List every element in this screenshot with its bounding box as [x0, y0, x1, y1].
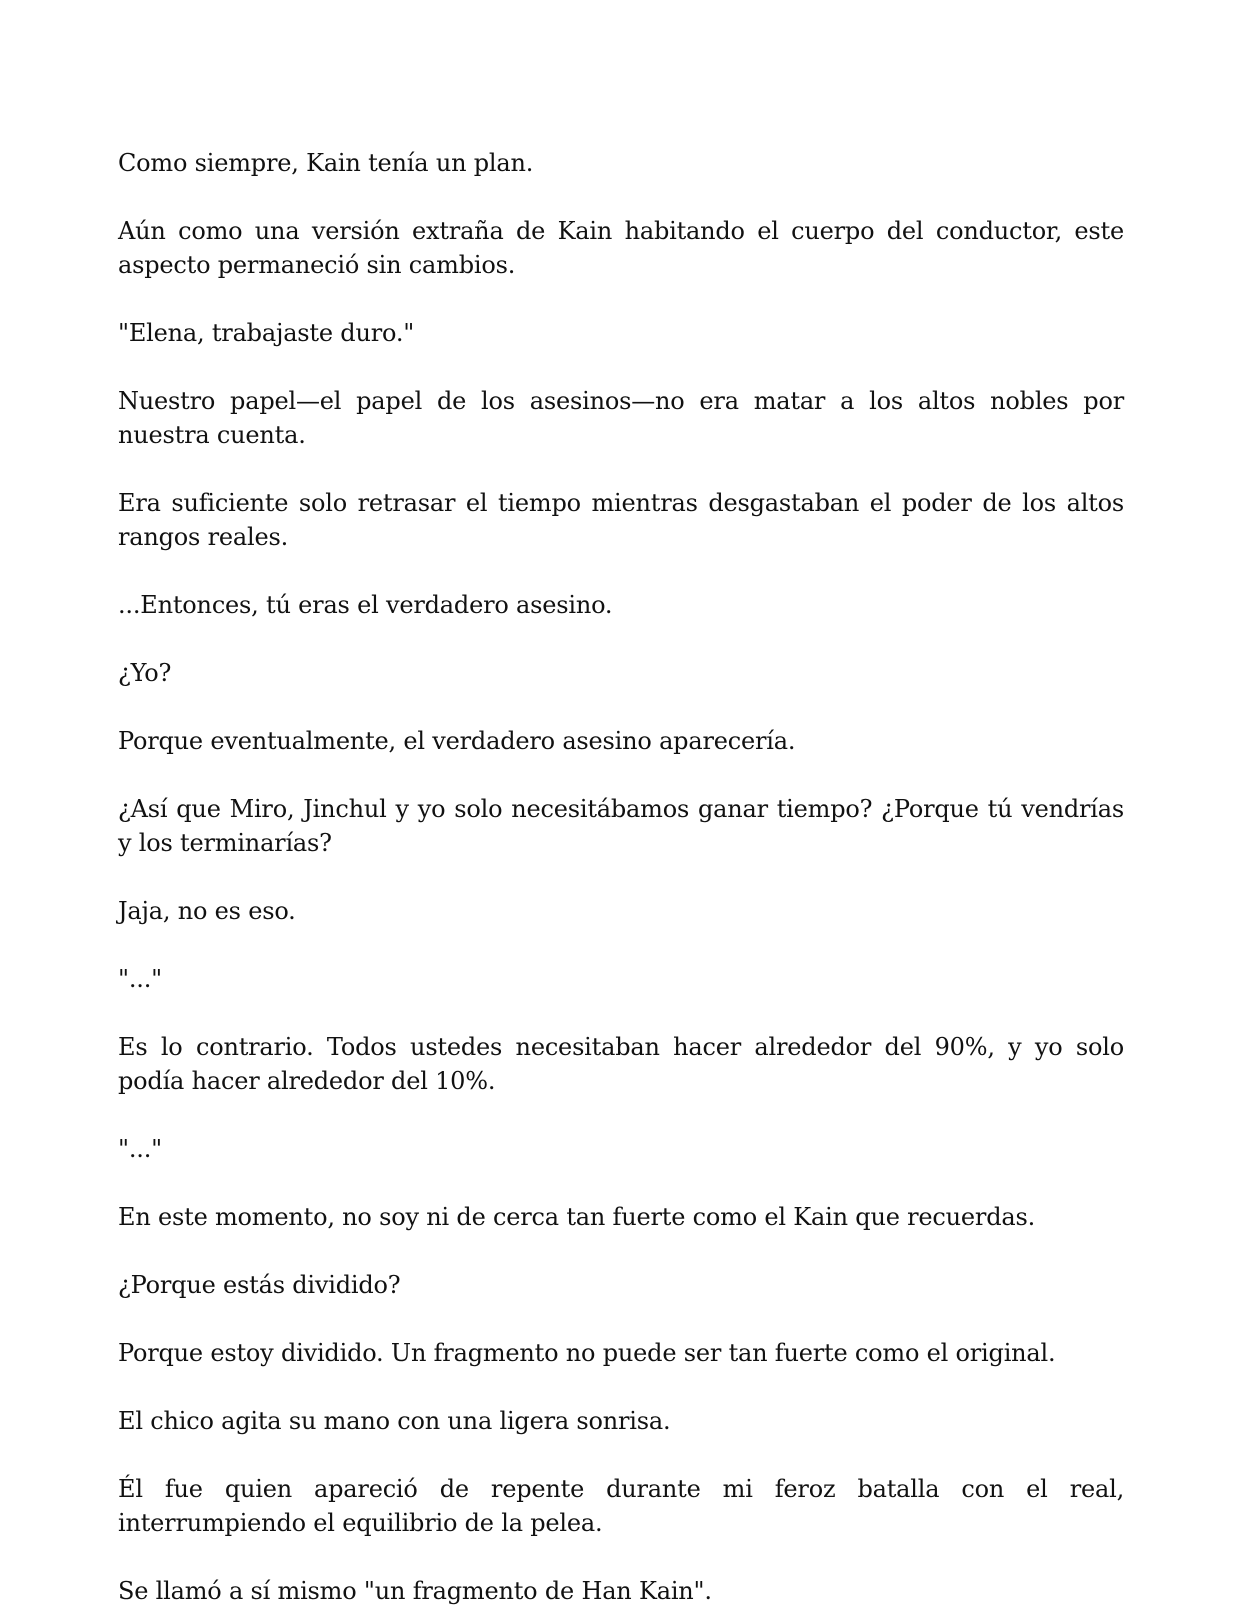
- paragraph: Él fue quien apareció de repente durante mi feroz batalla con el real, interrumpiendo el equilibrio de la pelea.: [118, 1475, 1124, 1537]
- paragraph: "Elena, trabajaste duro.": [118, 319, 415, 347]
- paragraph: En este momento, no soy ni de cerca tan fuerte como el Kain que recuerdas.: [118, 1203, 1036, 1231]
- paragraph: "...": [118, 1135, 162, 1163]
- paragraph: Es lo contrario. Todos ustedes necesitaban hacer alrededor del 90%, y yo solo podía hacer alrededor del 10%.: [118, 1033, 1124, 1095]
- paragraph: Era suficiente solo retrasar el tiempo mientras desgastaban el poder de los altos rangos reales.: [118, 489, 1124, 551]
- paragraph: Porque eventualmente, el verdadero asesino aparecería.: [118, 727, 796, 755]
- paragraph: Como siempre, Kain tenía un plan.: [118, 149, 534, 177]
- text-column: [118, 146, 1124, 1617]
- paragraph: Jaja, no es eso.: [118, 897, 296, 925]
- paragraph: Aún como una versión extraña de Kain habitando el cuerpo del conductor, este aspecto permaneció sin cambios.: [118, 217, 1124, 279]
- paragraph: ...Entonces, tú eras el verdadero asesino.: [118, 591, 613, 619]
- paragraph: ¿Así que Miro, Jinchul y yo solo necesitábamos ganar tiempo? ¿Porque tú vendrías y los terminarías?: [118, 795, 1124, 857]
- paragraph: "...": [118, 965, 162, 993]
- paragraph: El chico agita su mano con una ligera sonrisa.: [118, 1407, 671, 1435]
- paragraph: Nuestro papel—el papel de los asesinos—no era matar a los altos nobles por nuestra cuenta.: [118, 387, 1124, 449]
- paragraph: ¿Yo?: [118, 659, 172, 687]
- paragraph: Se llamó a sí mismo "un fragmento de Han Kain".: [118, 1577, 712, 1605]
- paragraph: ¿Porque estás dividido?: [118, 1271, 401, 1299]
- paragraph: Porque estoy dividido. Un fragmento no puede ser tan fuerte como el original.: [118, 1339, 1056, 1367]
